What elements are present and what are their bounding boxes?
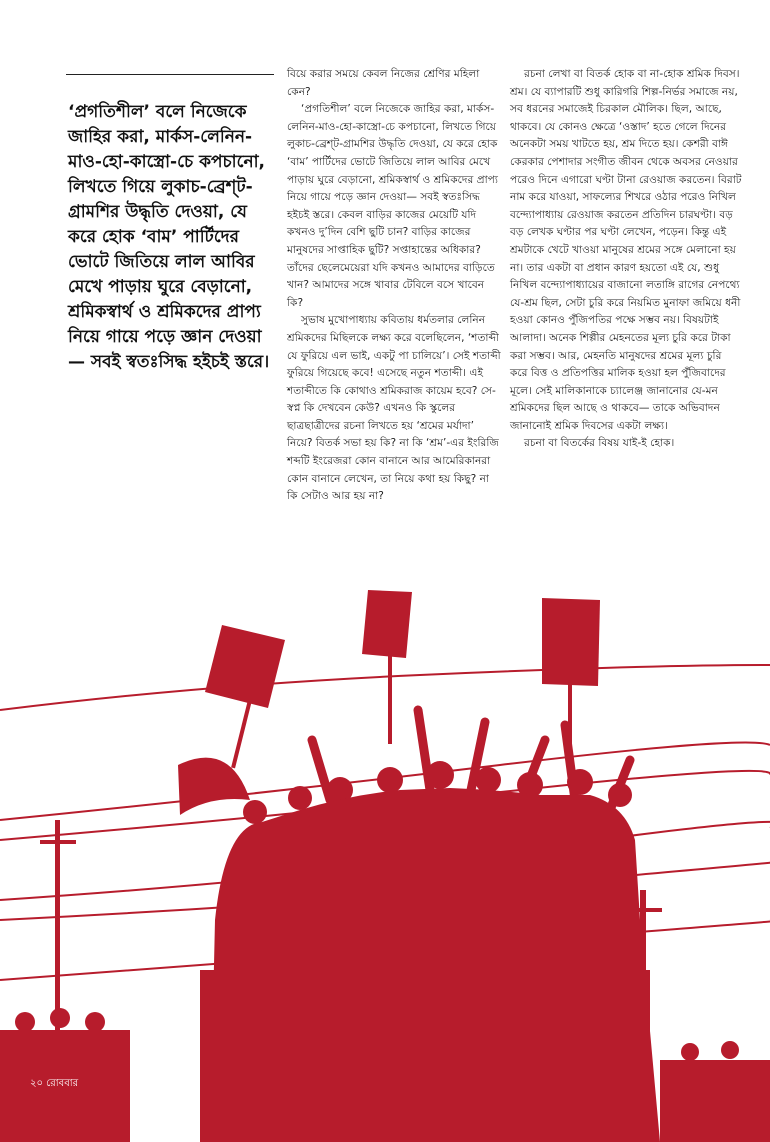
paragraph: রচনা লেখা বা বিতর্ক হোক বা না-হোক শ্রমিক দিবস। শ্রম। যে ব্যাপারটি শুধু কারিগরি শিল্প-নির্ভর সমাজে নয়, সব ধরনের সমাজেই চিরকাল মৌলিক। ছিল, আছে, থাকবে। যে কোনও ক্ষেত্রে ‘ওস্তাদ’ হতে গেলে দিনের অনেকটা সময় খাটতে হয়, শ্রম দিতে হয়। কেশরী বাঈ কেরকার পেশাদার সংগীত জীবন থেকে অবসর নেওয়ার পরেও দিনে এগারো ঘণ্টা টানা রেওয়াজ করতেন। বিরাট নাম করে যাওয়া, সাফল্যের শিখরে ওঠার পরেও নিখিল বন্দ্যোপাধ্যায় রেওয়াজ করতেন প্রতিদিন চারঘণ্টা। বড় বড় লেখক ঘণ্টার পর ঘণ্টা লেখেন, পড়েন। কিন্তু এই শ্রমটাকে খেটে খাওয়া মানুষের শ্রমের সঙ্গে মেলানো হয় না। তার একটা বা প্রধান কারণ হয়তো এই যে, শুধু নিখিল বন্দ্যোপাধ্যায়ের বাজানো লতাঙ্গি রাগের নেপথ্যে যে-শ্রম ছিল, সেটা চুরি করে নিয়মিত মুনাফা জমিয়ে ধনী হওয়া কোনও পুঁজিপতির পক্ষে সম্ভব নয়। বিষয়টাই আলাদা। অনেক শিল্পীর মেহনতের মূল্য চুরি করে টাকা করা সম্ভব। আর, মেহনতি মানুষদের শ্রমের মূল্য চুরি করে বিত্ত ও প্রতিপত্তির মালিক হওয়া হল পুঁজিবাদের মূলে। সেই মালিকানাকে চ্যালেঞ্জ জানানোর যে-মন শ্রমিকদের ছিল আছে ও থাকবে— তাকে অভিবাদন জানানোই শ্রমিক দিবসের একটা লক্ষ্য।	[510, 68, 742, 432]
paragraph: রচনা বা বিতর্কের বিষয় যাই-ই হোক।	[524, 437, 675, 450]
protest-crowd-illustration	[0, 590, 770, 1142]
paragraph: বিয়ে করার সময়ে কেবল নিজের শ্রেণির মহিলা কেন?	[287, 68, 480, 98]
pull-quote: ‘প্রগতিশীল’ বলে নিজেকে জাহির করা, মার্কস-লেনিন-মাও-হো-কাস্ত্রো-চে কপচানো, লিখতে গিয়ে লুকাচ-ব্রেশ্‌ট-গ্রামশির উদ্ধৃতি দেওয়া, যে করে হোক ‘বাম’ পার্টিদের ভোটে জিতিয়ে লাল আবির মেখে পাড়ায় ঘুরে বেড়ানো, শ্রমিকস্বার্থ ও শ্রমিকদের প্রাপ্য নিয়ে গায়ে পড়ে জ্ঞান দেওয়া— সবই স্বতঃসিদ্ধ হইচই স্তরে।	[68, 102, 270, 372]
pull-quote-rule	[66, 74, 274, 75]
body-column-left	[287, 66, 501, 506]
page-folio: ২০ রোববার	[30, 1078, 79, 1089]
body-column-right	[510, 66, 742, 453]
paragraph: সুভাষ মুখোপাধ্যায় কবিতায় ধর্মতলার লেনিন শ্রমিকদের মিছিলকে লক্ষ্য করে বলেছিলেন, ‘শতাব্দী যে ফুরিয়ে এল ভাই, একটু পা চালিয়ে’। সেই শতাব্দী ফুরিয়ে গিয়েছে কবে! এসেছে নতুন শতাব্দী। এই শতাব্দীতে কি কোথাও শ্রমিকরাজ কায়েম হবে? সে-স্বপ্ন কি দেখবেন কেউ? এখনও কি স্কুলের ছাত্রছাত্রীদের রচনা লিখতে হয় ‘শ্রমের মর্যাদা’ নিয়ে? বিতর্ক সভা হয় কি? না কি ‘শ্রম’-এর ইংরিজি শব্দটি ইংরেজরা কোন বানানে আর আমেরিকানরা কোন বানানে লেখেন, তা নিয়ে কথা হয় কিছু? না কি সেটাও আর হয় না?	[287, 314, 501, 503]
paragraph: ‘প্রগতিশীল’ বলে নিজেকে জাহির করা, মার্কস-লেনিন-মাও-হো-কাস্ত্রো-চে কপচানো, লিখতে গিয়ে লুকাচ-ব্রেশ্‌ট-গ্রামশির উদ্ধৃতি দেওয়া, যে করে হোক ‘বাম’ পার্টিদের ভোটে জিতিয়ে লাল আবির মেখে পাড়ায় ঘুরে বেড়ানো, শ্রমিকস্বার্থ ও শ্রমিকদের প্রাপ্য নিয়ে গায়ে পড়ে জ্ঞান দেওয়া— সবই স্বতঃসিদ্ধ হইচই স্তরে। কেবল বাড়ির কাজের মেয়েটি যদি কখনও দু’দিন বেশি ছুটি চান? বাড়ির কাজের মানুষদের সাপ্তাহিক ছুটি? সপ্তাহান্তের অধিকার? তাঁদের ছেলেমেয়েরা যদি কখনও আমাদের বাড়িতে খান? আমাদের সঙ্গে খাবার টেবিলে বসে খাবেন কি?	[287, 103, 498, 309]
